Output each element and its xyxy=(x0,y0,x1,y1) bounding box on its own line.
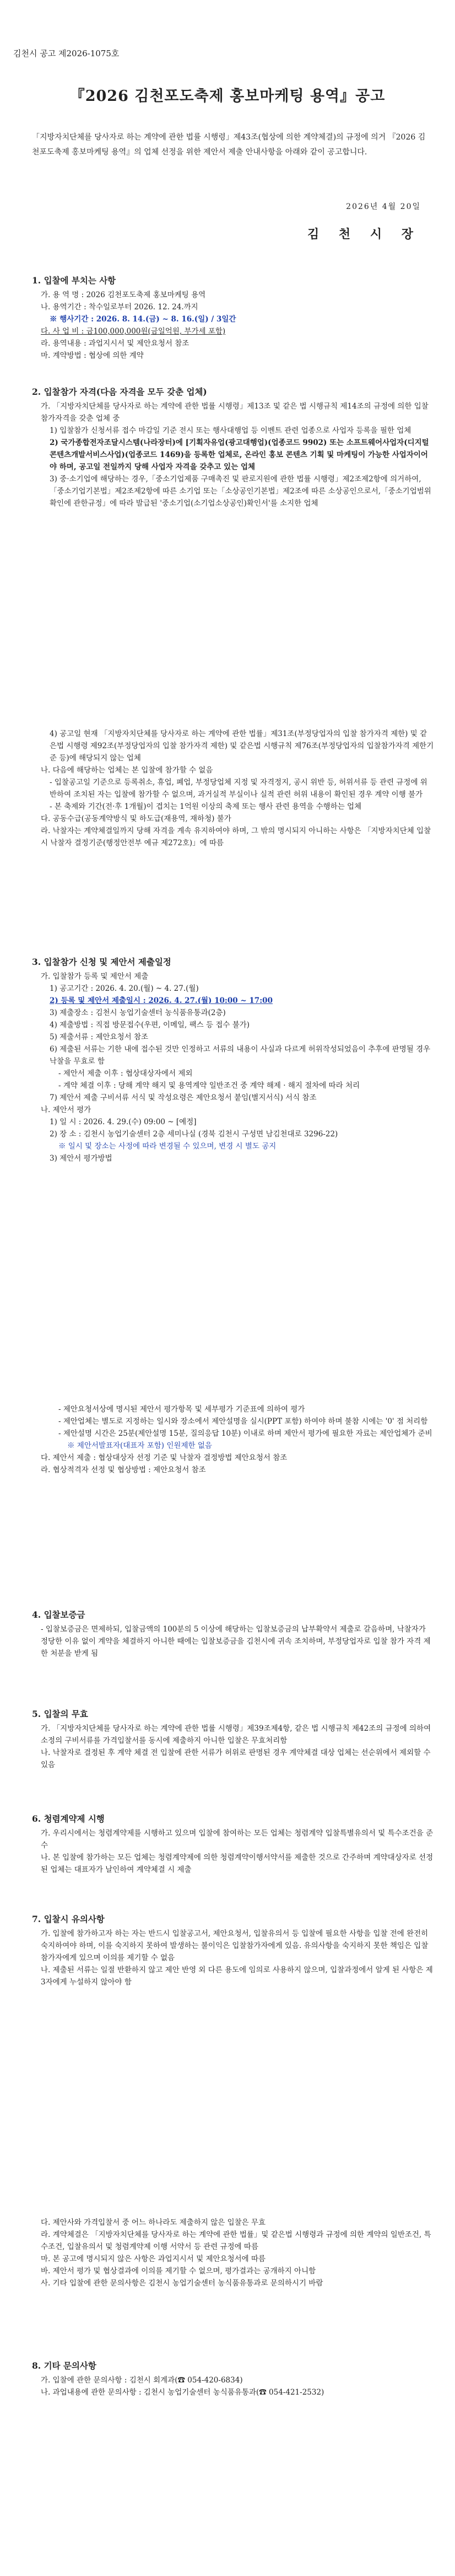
section-3 xyxy=(32,956,434,1164)
section-6 xyxy=(32,1813,434,1876)
section-line: ※ 일시 및 장소는 사정에 따라 변경될 수 있으며, 변경 시 별도 공지 xyxy=(58,1142,277,1151)
section-line: 마. 본 공고에 명시되지 않은 사항은 과업지시서 및 제안요청서에 따름 xyxy=(41,2255,266,2263)
section-line: 라. 용역내용 : 과업지시서 및 제안요청서 참조 xyxy=(41,339,189,348)
section-line: 라. 낙찰자는 계약체결일까지 당해 자격을 계속 유지하여야 하며, 그 밖의 명시되지 아니하는 사항은 「지방자치단체 입찰시 낙찰자 결정기준(행정안전부 예규 제272호)」에 따름 xyxy=(41,827,431,847)
section-line: 1) 공고기간 : 2026. 4. 20.(월) ~ 4. 27.(월) xyxy=(50,984,199,993)
section-line: ※ 제안서발표자(대표자 포함) 인원제한 없음 xyxy=(67,1441,212,1450)
section-heading: 2. 입찰참가 자격(다음 자격을 모두 갖춘 업체) xyxy=(32,387,207,397)
section-line: 3) 제안서 평가방법 xyxy=(50,1154,112,1163)
section-line: 1) 일 시 : 2026. 4. 29.(수) 09:00 ~ [예정] xyxy=(50,1118,197,1126)
section-line: - 입찰공고일 기준으로 등록취소, 휴업, 폐업, 부정당업체 지정 및 자격정지, 공시 위반 등, 허위서류 등 관련 규정에 위반하여 조치된 자는 입찰에 참가할 수 없으며, 과거실적 부실이나 실적 관련 허위 내용이 확인된 경우 계약 이행 불가 xyxy=(50,778,427,799)
section-line: 나. 용역기간 : 착수일로부터 2026. 12. 24.까지 xyxy=(41,303,198,312)
section-line: 가. 「지방자치단체를 당사자로 하는 계약에 관한 법률 시행령」제39조제4항, 같은 법 시행규칙 제42조의 규정에 의하여 소정의 구비서류를 가격입찰서를 동시에 제출하지 아니한 입찰은 무효처리함 xyxy=(41,1724,434,1745)
section-line: 5) 제출서류 : 제안요청서 참조 xyxy=(50,1033,149,1042)
section-line: - 본 축제와 기간(전·후 1개월)이 겹치는 1억원 이상의 축제 또는 행사 관련 용역을 수행하는 업체 xyxy=(50,802,362,811)
section-line: - 입찰보증금은 면제하되, 입찰금액의 100분의 5 이상에 해당하는 입찰보증금의 납부확약서 제출로 갈음하며, 낙찰자가 정당한 이유 없이 계약을 체결하지 아니한 때에는 입찰보증금을 김천시에 귀속 조치하며, 부정당업자로 입찰 참가 자격 제한 처분을 받게 됨 xyxy=(41,1625,431,1658)
section-line: 가. 입찰참가 등록 및 제안서 제출 xyxy=(41,972,149,981)
section-line: 3) 제출장소 : 김천시 농업기술센터 농식품유통과(2층) xyxy=(50,1008,226,1017)
section-heading: 3. 입찰참가 신청 및 제안서 제출일정 xyxy=(32,957,171,967)
section-2-continued xyxy=(32,728,434,849)
section-heading: 8. 기타 문의사항 xyxy=(32,2360,96,2371)
section-line: 라. 협상적격자 선정 및 협상방법 : 제안요청서 참조 xyxy=(41,1466,206,1474)
section-line: 2) 장 소 : 김천시 농업기술센터 2층 세미나실 (경북 김천시 구성면 남김천대로 3296-22) xyxy=(50,1130,338,1139)
section-line: 바. 제안서 평가 및 협상결과에 이의를 제기할 수 없으며, 평가결과는 공개하지 아니함 xyxy=(41,2267,316,2276)
section-line: 다. 제안서 제출 : 협상대상자 선정 기준 및 낙찰자 결정방법 제안요청서 참조 xyxy=(41,1453,288,1462)
section-line: 마. 계약방법 : 협상에 의한 계약 xyxy=(41,351,144,360)
section-line: 6) 제출된 서류는 기한 내에 접수된 것만 인정하고 서류의 내용이 사실과 다르게 허위작성되었음이 추후에 판명될 경우 낙찰을 무효로 함 xyxy=(50,1045,433,1066)
section-line: 다. 사 업 비 : 금100,000,000원(금일억원, 부가세 포함) xyxy=(41,327,226,336)
section-line: 2) 국가종합전자조달시스템(나라장터)에 [기획자유업(광고대행업)(업종코드 9902) 또는 소프트웨어사업자(디지털콘텐츠개발서비스사업)(업종코드 1469)을 등록한 업체로, 온라인 홍보 콘텐츠 기획 및 마케팅이 가능한 사업자이어야 하며, 공고일 전일까지 당해 사업자 자격을 갖추고 있는 업체 xyxy=(50,438,429,471)
section-7-continued xyxy=(32,2217,434,2289)
section-line: 4) 제출방법 : 직접 방문접수(우편, 이메일, 팩스 등 접수 불가) xyxy=(50,1021,250,1029)
section-line: 나. 제안서 평가 xyxy=(41,1105,91,1114)
section-line: 다. 제안사와 가격입찰서 중 어느 하나라도 제출하지 않은 입찰은 무효 xyxy=(41,2218,266,2227)
section-line: 나. 본 입찰에 참가하는 모든 업체는 청렴계약제에 의한 청렴계약이행서약서를 제출한 것으로 간주하며 계약대상자로 선정된 업체는 대표자가 날인하여 계약체결 시 제출 xyxy=(41,1853,434,1874)
section-line: - 제안요청서상에 명시된 제안서 평가항목 및 세부평가 기준표에 의하여 평가 xyxy=(58,1405,305,1414)
section-line: 4) 공고일 현재 「지방자치단체를 당사자로 하는 계약에 관한 법률」제31조(부정당업자의 입찰 참가자격 제한) 및 같은법 시행령 제92조(부정당업자의 입찰 참가자격 제한) 및 같은법 시행규칙 제76조(부정당업자의 입찰참가자격 제한기준 등)에 해당되지 않는 업체 xyxy=(50,729,434,763)
section-line: 라. 계약체결은 「지방자치단체를 당사자로 하는 계약에 관한 법률」및 같은법 시행령과 규정에 의한 계약의 일반조건, 특수조건, 입찰유의서 및 청렴계약제 이행 서약서 등 관련 규정에 따름 xyxy=(41,2230,431,2251)
section-line: - 제안업체는 별도로 지정하는 일시와 장소에서 제안설명을 실시(PPT 포함) 하여야 하며 불참 시에는 '0' 점 처리함 xyxy=(58,1417,428,1426)
contact-line: 가. 입찰에 관한 문의사항 : 김천시 회계과(☎ 054-420-6834) xyxy=(41,2376,243,2385)
section-2 xyxy=(32,386,434,509)
section-line: 가. 입찰에 참가하고자 하는 자는 반드시 입찰공고서, 제안요청서, 입찰유의서 등 입찰에 필요한 사항을 입찰 전에 완전히 숙지하여야 하며, 이를 숙지하지 못하여 발생하는 불이익은 입찰참가자에게 있음. 유의사항을 숙지하지 못한 책임은 입찰 참가자에게 있으며 이의를 제기할 수 없음 xyxy=(41,1929,431,1962)
section-3-evaluation xyxy=(32,1403,434,1476)
issuer-name: 김 천 시 장 xyxy=(307,227,421,242)
event-period-note: ※ 행사기간 : 2026. 8. 14.(금) ~ 8. 16.(일) / 3일간 xyxy=(50,315,236,324)
section-5 xyxy=(32,1708,434,1771)
section-heading: 4. 입찰보증금 xyxy=(32,1609,85,1620)
section-line: 1) 입찰참가 신청서류 접수 마감일 기준 전시 또는 행사대행업 등 이벤트 관련 업종으로 사업자 등록을 필한 업체 xyxy=(50,426,411,435)
contact-line: 나. 과업내용에 관한 문의사항 : 김천시 농업기술센터 농식품유통과(☎ 054-421-2532) xyxy=(41,2388,324,2397)
intro-paragraph: 「지방자치단체를 당사자로 하는 계약에 관한 법률 시행령」제43조(협상에 의한 계약체결)의 규정에 의거 『2026 김천포도축제 홍보마케팅 용역』의 업체 선정을 위한 제안서 제출 안내사항을 아래와 같이 공고합니다. xyxy=(32,133,426,157)
section-line: 가. 「지방자치단체를 당사자로 하는 계약에 관한 법률 시행령」제13조 및 같은 법 시행규칙 제14조의 규정에 의한 입찰 참가자격을 갖춘 업체 중 xyxy=(41,402,431,423)
section-line: 가. 우리시에서는 청렴계약제를 시행하고 있으며 입찰에 참여하는 모든 업체는 청렴계약 입찰특별유의서 및 특수조건을 준수 xyxy=(41,1829,434,1850)
section-line: 나. 다음에 해당하는 업체는 본 입찰에 참가할 수 없음 xyxy=(41,766,213,775)
section-line: 가. 용 역 명 : 2026 김천포도축제 홍보마케팅 용역 xyxy=(41,291,206,299)
page-title: 『2026 김천포도축제 홍보마케팅 용역』공고 xyxy=(69,88,386,105)
section-line: 사. 기타 입찰에 관한 문의사항은 김천시 농업기술센터 농식품유통과로 문의하시기 바람 xyxy=(41,2279,323,2288)
section-line: - 제안서 제출 이후 : 협상대상자에서 제외 xyxy=(58,1069,193,1078)
section-8 xyxy=(32,2360,434,2398)
section-7 xyxy=(32,1913,434,1988)
section-1 xyxy=(32,275,434,362)
section-line: - 계약 체결 이후 : 당해 계약 해지 및 용역계약 일반조건 중 계약 해제 · 해지 절차에 따라 처리 xyxy=(58,1081,360,1090)
section-heading: 7. 입찰시 유의사항 xyxy=(32,1914,105,1924)
section-line: 나. 제출된 서류는 일절 반환하지 않고 제안 반영 외 다른 용도에 임의로 사용하지 않으며, 입찰과정에서 알게 된 사항은 제3자에게 누설하지 않아야 함 xyxy=(41,1966,433,1987)
section-4 xyxy=(32,1609,434,1660)
section-heading: 6. 청렴계약제 시행 xyxy=(32,1813,105,1824)
section-line: - 제안설명 시간은 25분(제안설명 15분, 질의응답 10분) 이내로 하며 제안서 평가에 필요한 자료는 제안업체가 준비 xyxy=(58,1429,432,1438)
notice-date: 2026년 4월 20일 xyxy=(346,202,421,211)
section-line: 7) 제안서 제출 구비서류 서식 및 작성요령은 제안요청서 붙임(별지서식) 서식 참조 xyxy=(50,1093,317,1102)
notice-number: 김천시 공고 제2026-1075호 xyxy=(13,49,120,58)
section-line: 3) 중·소기업에 해당하는 경우,「중소기업제품 구매촉진 및 판로지원에 관한 법률 시행령」제2조제2항에 의거하여,「중소기업기본법」제2조제2항에 따른 소기업 또는「소상공인기본법」제2조에 따른 소상공인으로서,「중소기업범위확인에 관한규정」에 따라 발급된 '중소기업(소기업소상공인)확인서'를 소지한 업체 xyxy=(50,475,431,508)
section-line: 다. 공동수급(공동계약방식 및 하도급(재용역, 재하청) 불가 xyxy=(41,814,231,823)
submission-datetime: 2) 등록 및 제안서 제출일시 : 2026. 4. 27.(월) 10:00 ~ 17:00 xyxy=(50,996,273,1005)
section-line: 나. 낙찰자로 결정된 후 계약 체결 전 입찰에 관한 서류가 허위로 판명된 경우 계약체결 대상 업체는 선순위에서 제외할 수 있음 xyxy=(41,1748,433,1769)
section-heading: 5. 입찰의 무효 xyxy=(32,1709,88,1719)
section-heading: 1. 입찰에 부치는 사항 xyxy=(32,275,116,286)
